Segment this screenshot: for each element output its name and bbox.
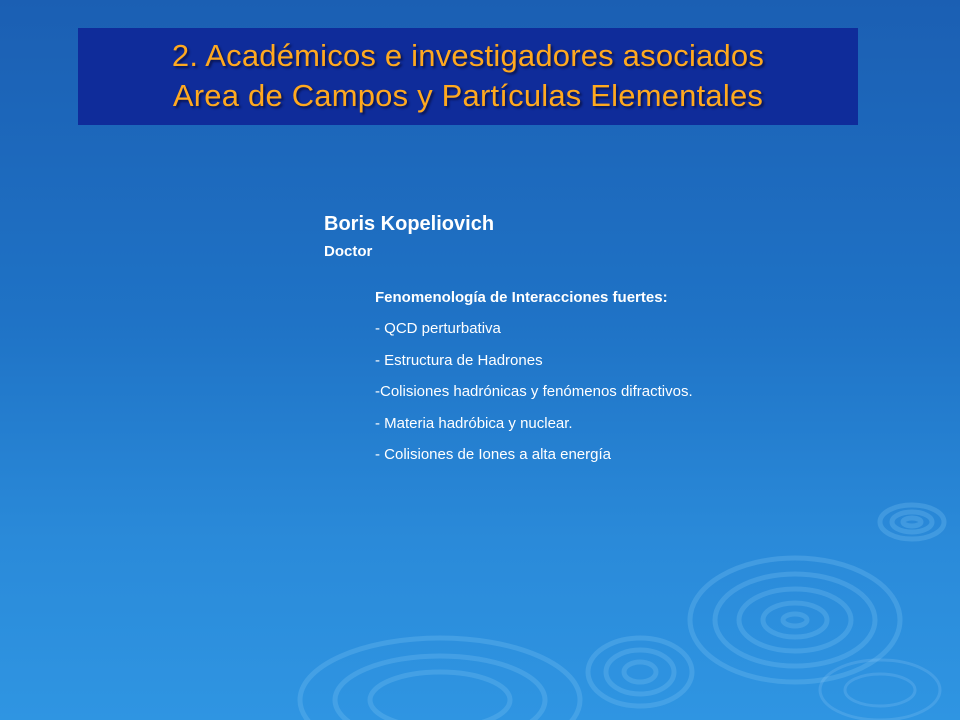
slide-title-line-2: Area de Campos y Partículas Elementales <box>172 78 764 113</box>
research-item: - QCD perturbativa <box>375 320 501 337</box>
research-heading: Fenomenología de Interacciones fuertes: <box>375 289 668 306</box>
research-item: -Colisiones hadrónicas y fenómenos difractivos. <box>375 383 693 400</box>
research-item: - Materia hadróbica y nuclear. <box>375 414 573 432</box>
research-item: - Colisiones de Iones a alta energía <box>375 446 611 463</box>
research-list <box>375 289 693 478</box>
slide-title-line-1: 2. Académicos e investigadores asociados <box>171 38 765 73</box>
person-degree: Doctor <box>324 243 373 260</box>
person-name: Boris Kopeliovich <box>324 213 495 235</box>
slide-title-banner <box>78 28 858 125</box>
research-item: - Estructura de Hadrones <box>375 351 543 369</box>
